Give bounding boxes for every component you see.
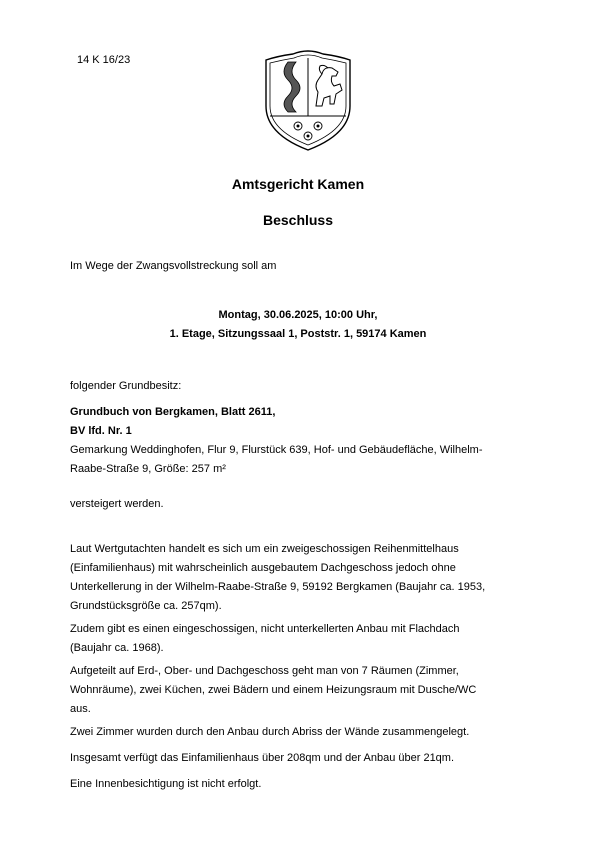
bv-number: BV lfd. Nr. 1 bbox=[70, 425, 132, 437]
description-line: aus. bbox=[70, 703, 91, 715]
description-line: Wohnräume), zwei Küchen, zwei Bädern und einem Heizungsraum mit Dusche/WC bbox=[70, 684, 477, 696]
coat-of-arms-icon bbox=[258, 46, 358, 154]
description-line: (Baujahr ca. 1968). bbox=[70, 642, 164, 654]
parcel-line: Raabe-Straße 9, Größe: 257 m² bbox=[70, 463, 226, 475]
file-number: 14 K 16/23 bbox=[77, 54, 131, 66]
land-register: Grundbuch von Bergkamen, Blatt 2611, bbox=[70, 406, 276, 418]
description-line: Zwei Zimmer wurden durch den Anbau durch Abriss der Wände zusammengelegt. bbox=[70, 726, 470, 738]
description-line: (Einfamilienhaus) mit wahrscheinlich ausgebautem Dachgeschoss jedoch ohne bbox=[70, 562, 456, 574]
description-line: Zudem gibt es einen eingeschossigen, nicht unterkellerten Anbau mit Flachdach bbox=[70, 623, 460, 635]
auction-phrase: versteigert werden. bbox=[70, 498, 164, 510]
auction-location: 1. Etage, Sitzungssaal 1, Poststr. 1, 59174 Kamen bbox=[169, 328, 427, 340]
auction-date: Montag, 30.06.2025, 10:00 Uhr, bbox=[218, 309, 378, 321]
description-line: Unterkellerung in der Wilhelm-Raabe-Straße 9, 59192 Bergkamen (Baujahr ca. 1953, bbox=[70, 581, 486, 593]
description-line: Laut Wertgutachten handelt es sich um ein zweigeschossigen Reihenmittelhaus bbox=[70, 543, 459, 555]
document-title: Beschluss bbox=[262, 212, 334, 228]
property-intro: folgender Grundbesitz: bbox=[70, 380, 182, 392]
description-line: Grundstücksgröße ca. 257qm). bbox=[70, 600, 222, 612]
description-line: Eine Innenbesichtigung ist nicht erfolgt. bbox=[70, 778, 262, 790]
parcel-line: Gemarkung Weddinghofen, Flur 9, Flurstück 639, Hof- und Gebäudefläche, Wilhelm- bbox=[70, 444, 483, 456]
intro-text: Im Wege der Zwangsvollstreckung soll am bbox=[70, 260, 277, 272]
description-line: Aufgeteilt auf Erd-, Ober- und Dachgeschoss geht man von 7 Räumen (Zimmer, bbox=[70, 665, 459, 677]
description-line: Insgesamt verfügt das Einfamilienhaus über 208qm und der Anbau über 21qm. bbox=[70, 752, 455, 764]
court-name: Amtsgericht Kamen bbox=[231, 176, 365, 192]
